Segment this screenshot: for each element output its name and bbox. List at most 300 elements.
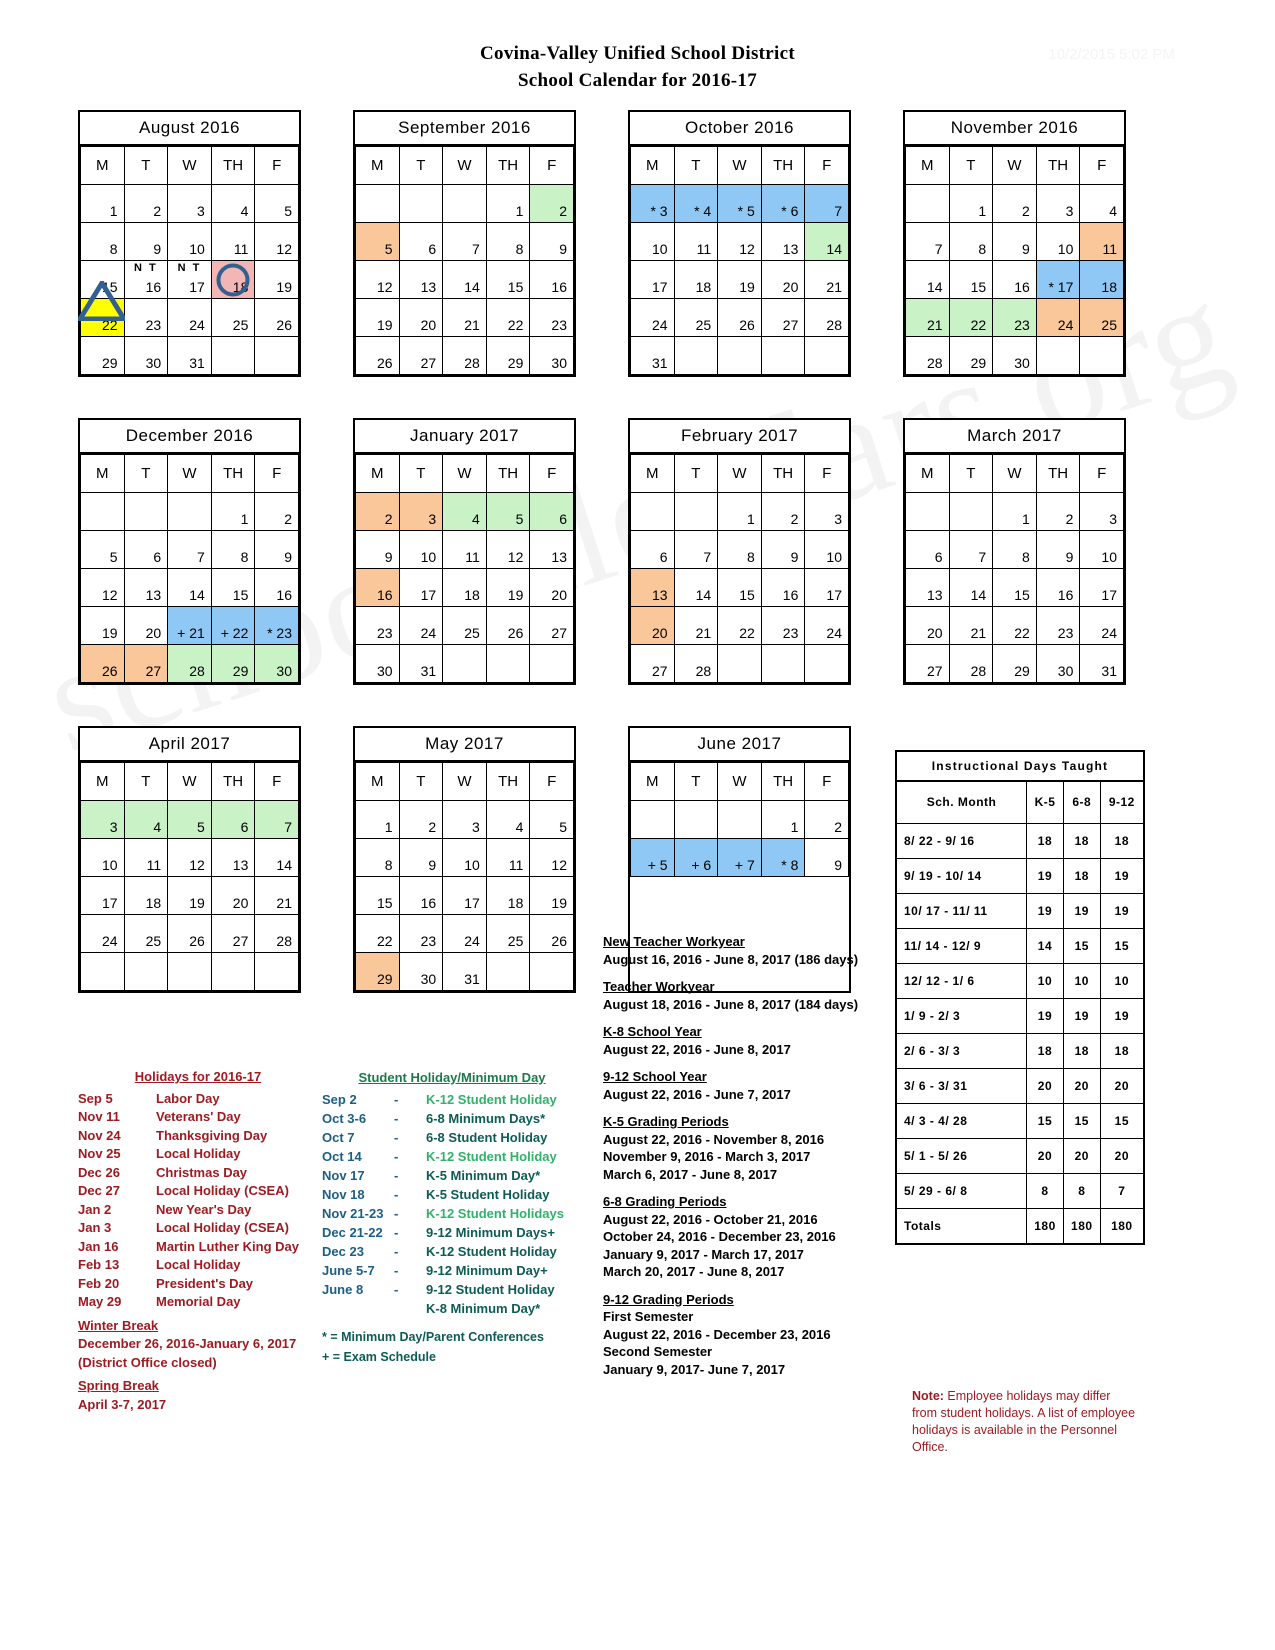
day-cell[interactable] (255, 607, 299, 645)
day-cell[interactable] (356, 877, 400, 915)
day-cell[interactable] (168, 223, 212, 261)
day-cell[interactable] (211, 493, 255, 531)
day-cell[interactable] (486, 223, 530, 261)
day-cell[interactable] (443, 953, 487, 991)
day-cell[interactable] (399, 299, 443, 337)
day-number: 24 (189, 317, 205, 333)
day-cell[interactable] (81, 953, 125, 991)
day-cell[interactable] (124, 261, 168, 299)
day-cell[interactable] (211, 877, 255, 915)
day-cell[interactable] (486, 877, 530, 915)
day-cell[interactable] (530, 569, 574, 607)
day-cell[interactable] (530, 607, 574, 645)
day-cell[interactable] (356, 953, 400, 991)
holiday-row (78, 1238, 318, 1257)
day-cell[interactable] (530, 645, 574, 683)
day-cell[interactable] (356, 569, 400, 607)
day-cell[interactable] (356, 839, 400, 877)
day-cell[interactable] (399, 493, 443, 531)
day-cell[interactable] (486, 261, 530, 299)
day-cell[interactable] (443, 915, 487, 953)
day-cell[interactable] (1036, 261, 1080, 299)
day-cell[interactable] (674, 185, 718, 223)
day-cell[interactable] (718, 645, 762, 683)
day-cell[interactable] (168, 185, 212, 223)
day-cell[interactable] (674, 645, 718, 683)
day-cell[interactable] (81, 493, 125, 531)
day-cell[interactable] (906, 569, 950, 607)
day-cell[interactable] (674, 607, 718, 645)
day-cell[interactable] (993, 223, 1037, 261)
day-cell[interactable] (631, 607, 675, 645)
day-cell[interactable] (443, 801, 487, 839)
day-cell[interactable] (805, 185, 849, 223)
day-cell[interactable] (761, 337, 805, 375)
day-cell[interactable] (255, 801, 299, 839)
day-cell[interactable] (486, 915, 530, 953)
idt-days-value: 7 (1100, 1173, 1144, 1208)
day-cell[interactable] (255, 185, 299, 223)
day-cell[interactable] (356, 645, 400, 683)
day-cell[interactable] (356, 607, 400, 645)
day-cell[interactable] (993, 569, 1037, 607)
weekday-T: T (124, 147, 168, 185)
day-cell[interactable] (761, 607, 805, 645)
day-cell[interactable] (906, 337, 950, 375)
day-cell[interactable] (399, 531, 443, 569)
day-cell[interactable] (255, 953, 299, 991)
idt-days-value: 20 (1100, 1068, 1144, 1103)
day-cell[interactable] (486, 569, 530, 607)
day-cell[interactable] (124, 645, 168, 683)
day-cell[interactable] (399, 223, 443, 261)
day-cell[interactable] (356, 185, 400, 223)
exam-schedule-legend: + = Exam Schedule (322, 1350, 436, 1364)
day-cell[interactable] (1036, 185, 1080, 223)
day-cell[interactable] (81, 801, 125, 839)
day-cell[interactable] (168, 877, 212, 915)
day-cell[interactable] (356, 299, 400, 337)
day-cell[interactable] (211, 531, 255, 569)
idt-days-value: 180 (1027, 1208, 1064, 1244)
day-cell[interactable] (81, 531, 125, 569)
table-header-row (896, 781, 1144, 823)
day-cell[interactable] (399, 915, 443, 953)
week-row (81, 531, 299, 569)
day-cell[interactable] (124, 185, 168, 223)
day-cell[interactable] (399, 953, 443, 991)
day-cell[interactable] (761, 839, 805, 877)
day-cell[interactable] (443, 839, 487, 877)
day-cell[interactable] (906, 607, 950, 645)
day-cell[interactable] (168, 493, 212, 531)
day-cell[interactable] (761, 493, 805, 531)
day-cell[interactable] (443, 569, 487, 607)
day-cell[interactable] (530, 261, 574, 299)
day-cell[interactable] (906, 261, 950, 299)
idt-days-value: 19 (1063, 893, 1100, 928)
day-cell[interactable] (168, 645, 212, 683)
day-cell[interactable] (805, 839, 849, 877)
day-cell[interactable] (168, 569, 212, 607)
day-cell[interactable] (81, 261, 125, 299)
day-cell[interactable] (124, 531, 168, 569)
day-cell[interactable] (949, 223, 993, 261)
day-cell[interactable] (631, 531, 675, 569)
day-cell[interactable] (443, 299, 487, 337)
day-cell[interactable] (674, 337, 718, 375)
day-cell[interactable] (761, 223, 805, 261)
day-cell[interactable] (674, 223, 718, 261)
day-cell[interactable] (486, 645, 530, 683)
day-number: 30 (377, 663, 393, 679)
day-cell[interactable] (674, 493, 718, 531)
day-cell[interactable] (486, 299, 530, 337)
day-cell[interactable] (805, 223, 849, 261)
day-cell[interactable] (255, 531, 299, 569)
day-cell[interactable] (1036, 223, 1080, 261)
day-cell[interactable] (1036, 493, 1080, 531)
day-cell[interactable] (1036, 337, 1080, 375)
day-cell[interactable] (81, 877, 125, 915)
day-cell[interactable] (255, 877, 299, 915)
day-cell[interactable] (949, 261, 993, 299)
day-number: 23 (782, 625, 799, 641)
day-cell[interactable] (1036, 607, 1080, 645)
day-number: + 6 (691, 857, 712, 873)
day-cell[interactable] (805, 569, 849, 607)
day-cell[interactable] (1080, 493, 1124, 531)
day-cell[interactable] (906, 223, 950, 261)
day-cell[interactable] (168, 607, 212, 645)
day-cell[interactable] (631, 801, 675, 839)
day-number: 4 (471, 511, 480, 527)
day-cell[interactable] (530, 801, 574, 839)
year-info-line: August 22, 2016 - June 8, 2017 (603, 1041, 791, 1057)
day-cell[interactable] (443, 493, 487, 531)
day-cell[interactable] (168, 839, 212, 877)
day-cell[interactable] (674, 839, 718, 877)
day-cell[interactable] (81, 645, 125, 683)
day-cell[interactable] (124, 915, 168, 953)
day-cell[interactable] (805, 531, 849, 569)
day-cell[interactable] (211, 645, 255, 683)
day-cell[interactable] (530, 223, 574, 261)
day-cell[interactable] (1036, 299, 1080, 337)
day-cell[interactable] (761, 185, 805, 223)
day-cell[interactable] (399, 645, 443, 683)
holiday-name: New Year's Day (156, 1201, 252, 1217)
day-cell[interactable] (1080, 607, 1124, 645)
day-cell[interactable] (718, 531, 762, 569)
day-cell[interactable] (1080, 223, 1124, 261)
day-cell[interactable] (674, 569, 718, 607)
day-cell[interactable] (1036, 645, 1080, 683)
day-number: 26 (507, 625, 524, 641)
day-cell[interactable] (124, 801, 168, 839)
day-cell[interactable] (993, 337, 1037, 375)
day-cell[interactable] (718, 493, 762, 531)
day-cell[interactable] (1080, 185, 1124, 223)
day-cell[interactable] (168, 915, 212, 953)
day-cell[interactable] (761, 261, 805, 299)
day-cell[interactable] (805, 493, 849, 531)
day-cell[interactable] (211, 953, 255, 991)
day-cell[interactable] (255, 915, 299, 953)
weekday-M: M (356, 455, 400, 493)
day-cell[interactable] (81, 299, 125, 337)
day-cell[interactable] (761, 299, 805, 337)
day-cell[interactable] (211, 607, 255, 645)
day-cell[interactable] (1080, 645, 1124, 683)
day-cell[interactable] (443, 261, 487, 299)
day-cell[interactable] (124, 839, 168, 877)
day-cell[interactable] (443, 185, 487, 223)
weekday-M: M (81, 455, 125, 493)
weekday-TH: TH (211, 455, 255, 493)
day-cell[interactable] (486, 185, 530, 223)
day-cell[interactable] (211, 223, 255, 261)
day-cell[interactable] (124, 299, 168, 337)
idt-days-value: 10 (1100, 963, 1144, 998)
day-cell[interactable] (211, 801, 255, 839)
day-cell[interactable] (81, 915, 125, 953)
day-cell[interactable] (211, 261, 255, 299)
day-cell[interactable] (399, 801, 443, 839)
day-cell[interactable] (1080, 261, 1124, 299)
day-cell[interactable] (124, 953, 168, 991)
day-cell[interactable] (805, 607, 849, 645)
day-cell[interactable] (356, 223, 400, 261)
day-cell[interactable] (761, 569, 805, 607)
day-cell[interactable] (761, 531, 805, 569)
day-cell[interactable] (81, 185, 125, 223)
day-cell[interactable] (486, 607, 530, 645)
day-cell[interactable] (1036, 531, 1080, 569)
day-number: 14 (970, 587, 987, 603)
day-cell[interactable] (718, 839, 762, 877)
day-number: 20 (551, 587, 567, 603)
day-cell[interactable] (168, 261, 212, 299)
day-cell[interactable] (443, 645, 487, 683)
weekday-T: T (124, 763, 168, 801)
day-cell[interactable] (530, 337, 574, 375)
day-cell[interactable] (805, 337, 849, 375)
day-cell[interactable] (211, 839, 255, 877)
day-cell[interactable] (631, 569, 675, 607)
day-cell[interactable] (718, 607, 762, 645)
day-cell[interactable] (993, 607, 1037, 645)
day-cell[interactable] (168, 299, 212, 337)
day-number: 21 (826, 279, 842, 295)
day-cell[interactable] (949, 299, 993, 337)
day-cell[interactable] (631, 839, 675, 877)
day-cell[interactable] (718, 299, 762, 337)
day-cell[interactable] (211, 915, 255, 953)
day-cell[interactable] (631, 223, 675, 261)
day-cell[interactable] (211, 299, 255, 337)
idt-month-range: 5/ 29 - 6/ 8 (896, 1173, 1027, 1208)
day-cell[interactable] (486, 493, 530, 531)
day-cell[interactable] (399, 261, 443, 299)
day-cell[interactable] (356, 261, 400, 299)
day-cell[interactable] (949, 607, 993, 645)
day-cell[interactable] (443, 607, 487, 645)
day-cell[interactable] (356, 801, 400, 839)
day-cell[interactable] (443, 531, 487, 569)
day-cell[interactable] (1080, 299, 1124, 337)
day-cell[interactable] (631, 299, 675, 337)
day-cell[interactable] (399, 185, 443, 223)
week-row (356, 915, 574, 953)
day-cell[interactable] (356, 915, 400, 953)
day-cell[interactable] (993, 261, 1037, 299)
day-cell[interactable] (443, 877, 487, 915)
day-cell[interactable] (993, 185, 1037, 223)
day-cell[interactable] (761, 801, 805, 839)
day-cell[interactable] (718, 261, 762, 299)
day-cell[interactable] (805, 261, 849, 299)
day-cell[interactable] (399, 839, 443, 877)
day-cell[interactable] (718, 185, 762, 223)
day-cell[interactable] (530, 915, 574, 953)
day-cell[interactable] (124, 607, 168, 645)
day-cell[interactable] (631, 337, 675, 375)
day-cell[interactable] (949, 185, 993, 223)
day-number: 28 (464, 355, 480, 371)
day-cell[interactable] (949, 645, 993, 683)
day-cell[interactable] (631, 493, 675, 531)
day-cell[interactable] (718, 569, 762, 607)
day-cell[interactable] (168, 953, 212, 991)
day-cell[interactable] (124, 877, 168, 915)
day-cell[interactable] (356, 337, 400, 375)
day-cell[interactable] (255, 299, 299, 337)
day-cell[interactable] (399, 569, 443, 607)
day-cell[interactable] (211, 569, 255, 607)
day-cell[interactable] (993, 531, 1037, 569)
day-cell[interactable] (530, 953, 574, 991)
week-row (356, 493, 574, 531)
day-cell[interactable] (443, 223, 487, 261)
day-cell[interactable] (906, 493, 950, 531)
day-cell[interactable] (949, 493, 993, 531)
day-cell[interactable] (718, 801, 762, 839)
day-cell[interactable] (1036, 569, 1080, 607)
day-cell[interactable] (486, 531, 530, 569)
day-cell[interactable] (805, 645, 849, 683)
day-cell[interactable] (631, 645, 675, 683)
day-cell[interactable] (81, 223, 125, 261)
day-cell[interactable] (993, 645, 1037, 683)
day-cell[interactable] (674, 801, 718, 839)
day-cell[interactable] (761, 645, 805, 683)
student-holiday-date: Dec 23 (322, 1244, 364, 1259)
day-cell[interactable] (255, 645, 299, 683)
day-cell[interactable] (674, 299, 718, 337)
day-cell[interactable] (81, 569, 125, 607)
day-cell[interactable] (906, 531, 950, 569)
dash: - (394, 1263, 399, 1278)
week-row (356, 801, 574, 839)
day-cell[interactable] (1080, 569, 1124, 607)
day-cell[interactable] (211, 185, 255, 223)
day-cell[interactable] (443, 337, 487, 375)
day-cell[interactable] (399, 337, 443, 375)
day-cell[interactable] (81, 607, 125, 645)
day-cell[interactable] (124, 569, 168, 607)
day-cell[interactable] (718, 223, 762, 261)
day-cell[interactable] (255, 569, 299, 607)
day-cell[interactable] (949, 569, 993, 607)
day-cell[interactable] (906, 645, 950, 683)
day-number: 14 (695, 587, 712, 603)
day-cell[interactable] (805, 801, 849, 839)
day-cell[interactable] (486, 839, 530, 877)
day-cell[interactable] (674, 261, 718, 299)
day-cell[interactable] (168, 801, 212, 839)
day-cell[interactable] (81, 337, 125, 375)
day-cell[interactable] (718, 337, 762, 375)
day-cell[interactable] (631, 185, 675, 223)
day-cell[interactable] (486, 801, 530, 839)
weekday-F: F (530, 763, 574, 801)
day-cell[interactable] (211, 337, 255, 375)
day-cell[interactable] (255, 261, 299, 299)
week-row (906, 337, 1124, 375)
day-cell[interactable] (530, 493, 574, 531)
day-cell[interactable] (906, 299, 950, 337)
day-cell[interactable] (993, 299, 1037, 337)
day-cell[interactable] (993, 493, 1037, 531)
day-cell[interactable] (124, 337, 168, 375)
day-cell[interactable] (1080, 531, 1124, 569)
day-cell[interactable] (1080, 337, 1124, 375)
day-cell[interactable] (168, 337, 212, 375)
day-cell[interactable] (486, 337, 530, 375)
day-cell[interactable] (399, 877, 443, 915)
day-cell[interactable] (805, 299, 849, 337)
day-cell[interactable] (124, 223, 168, 261)
day-cell[interactable] (949, 337, 993, 375)
day-cell[interactable] (530, 531, 574, 569)
day-cell[interactable] (255, 493, 299, 531)
day-cell[interactable] (631, 261, 675, 299)
day-cell[interactable] (356, 531, 400, 569)
day-cell[interactable] (255, 337, 299, 375)
day-number: 1 (109, 203, 118, 219)
weekday-T: T (949, 455, 993, 493)
day-cell[interactable] (81, 839, 125, 877)
day-number: 8 (109, 241, 118, 257)
day-cell[interactable] (255, 223, 299, 261)
day-cell[interactable] (530, 877, 574, 915)
day-cell[interactable] (124, 493, 168, 531)
day-cell[interactable] (255, 839, 299, 877)
day-cell[interactable] (168, 531, 212, 569)
holiday-row (78, 1145, 318, 1164)
month-grid (355, 454, 574, 683)
day-cell[interactable] (906, 185, 950, 223)
day-cell[interactable] (674, 531, 718, 569)
day-cell[interactable] (399, 607, 443, 645)
day-cell[interactable] (530, 299, 574, 337)
day-cell[interactable] (486, 953, 530, 991)
day-cell[interactable] (530, 185, 574, 223)
day-cell[interactable] (356, 493, 400, 531)
day-cell[interactable] (530, 839, 574, 877)
day-cell[interactable] (949, 531, 993, 569)
